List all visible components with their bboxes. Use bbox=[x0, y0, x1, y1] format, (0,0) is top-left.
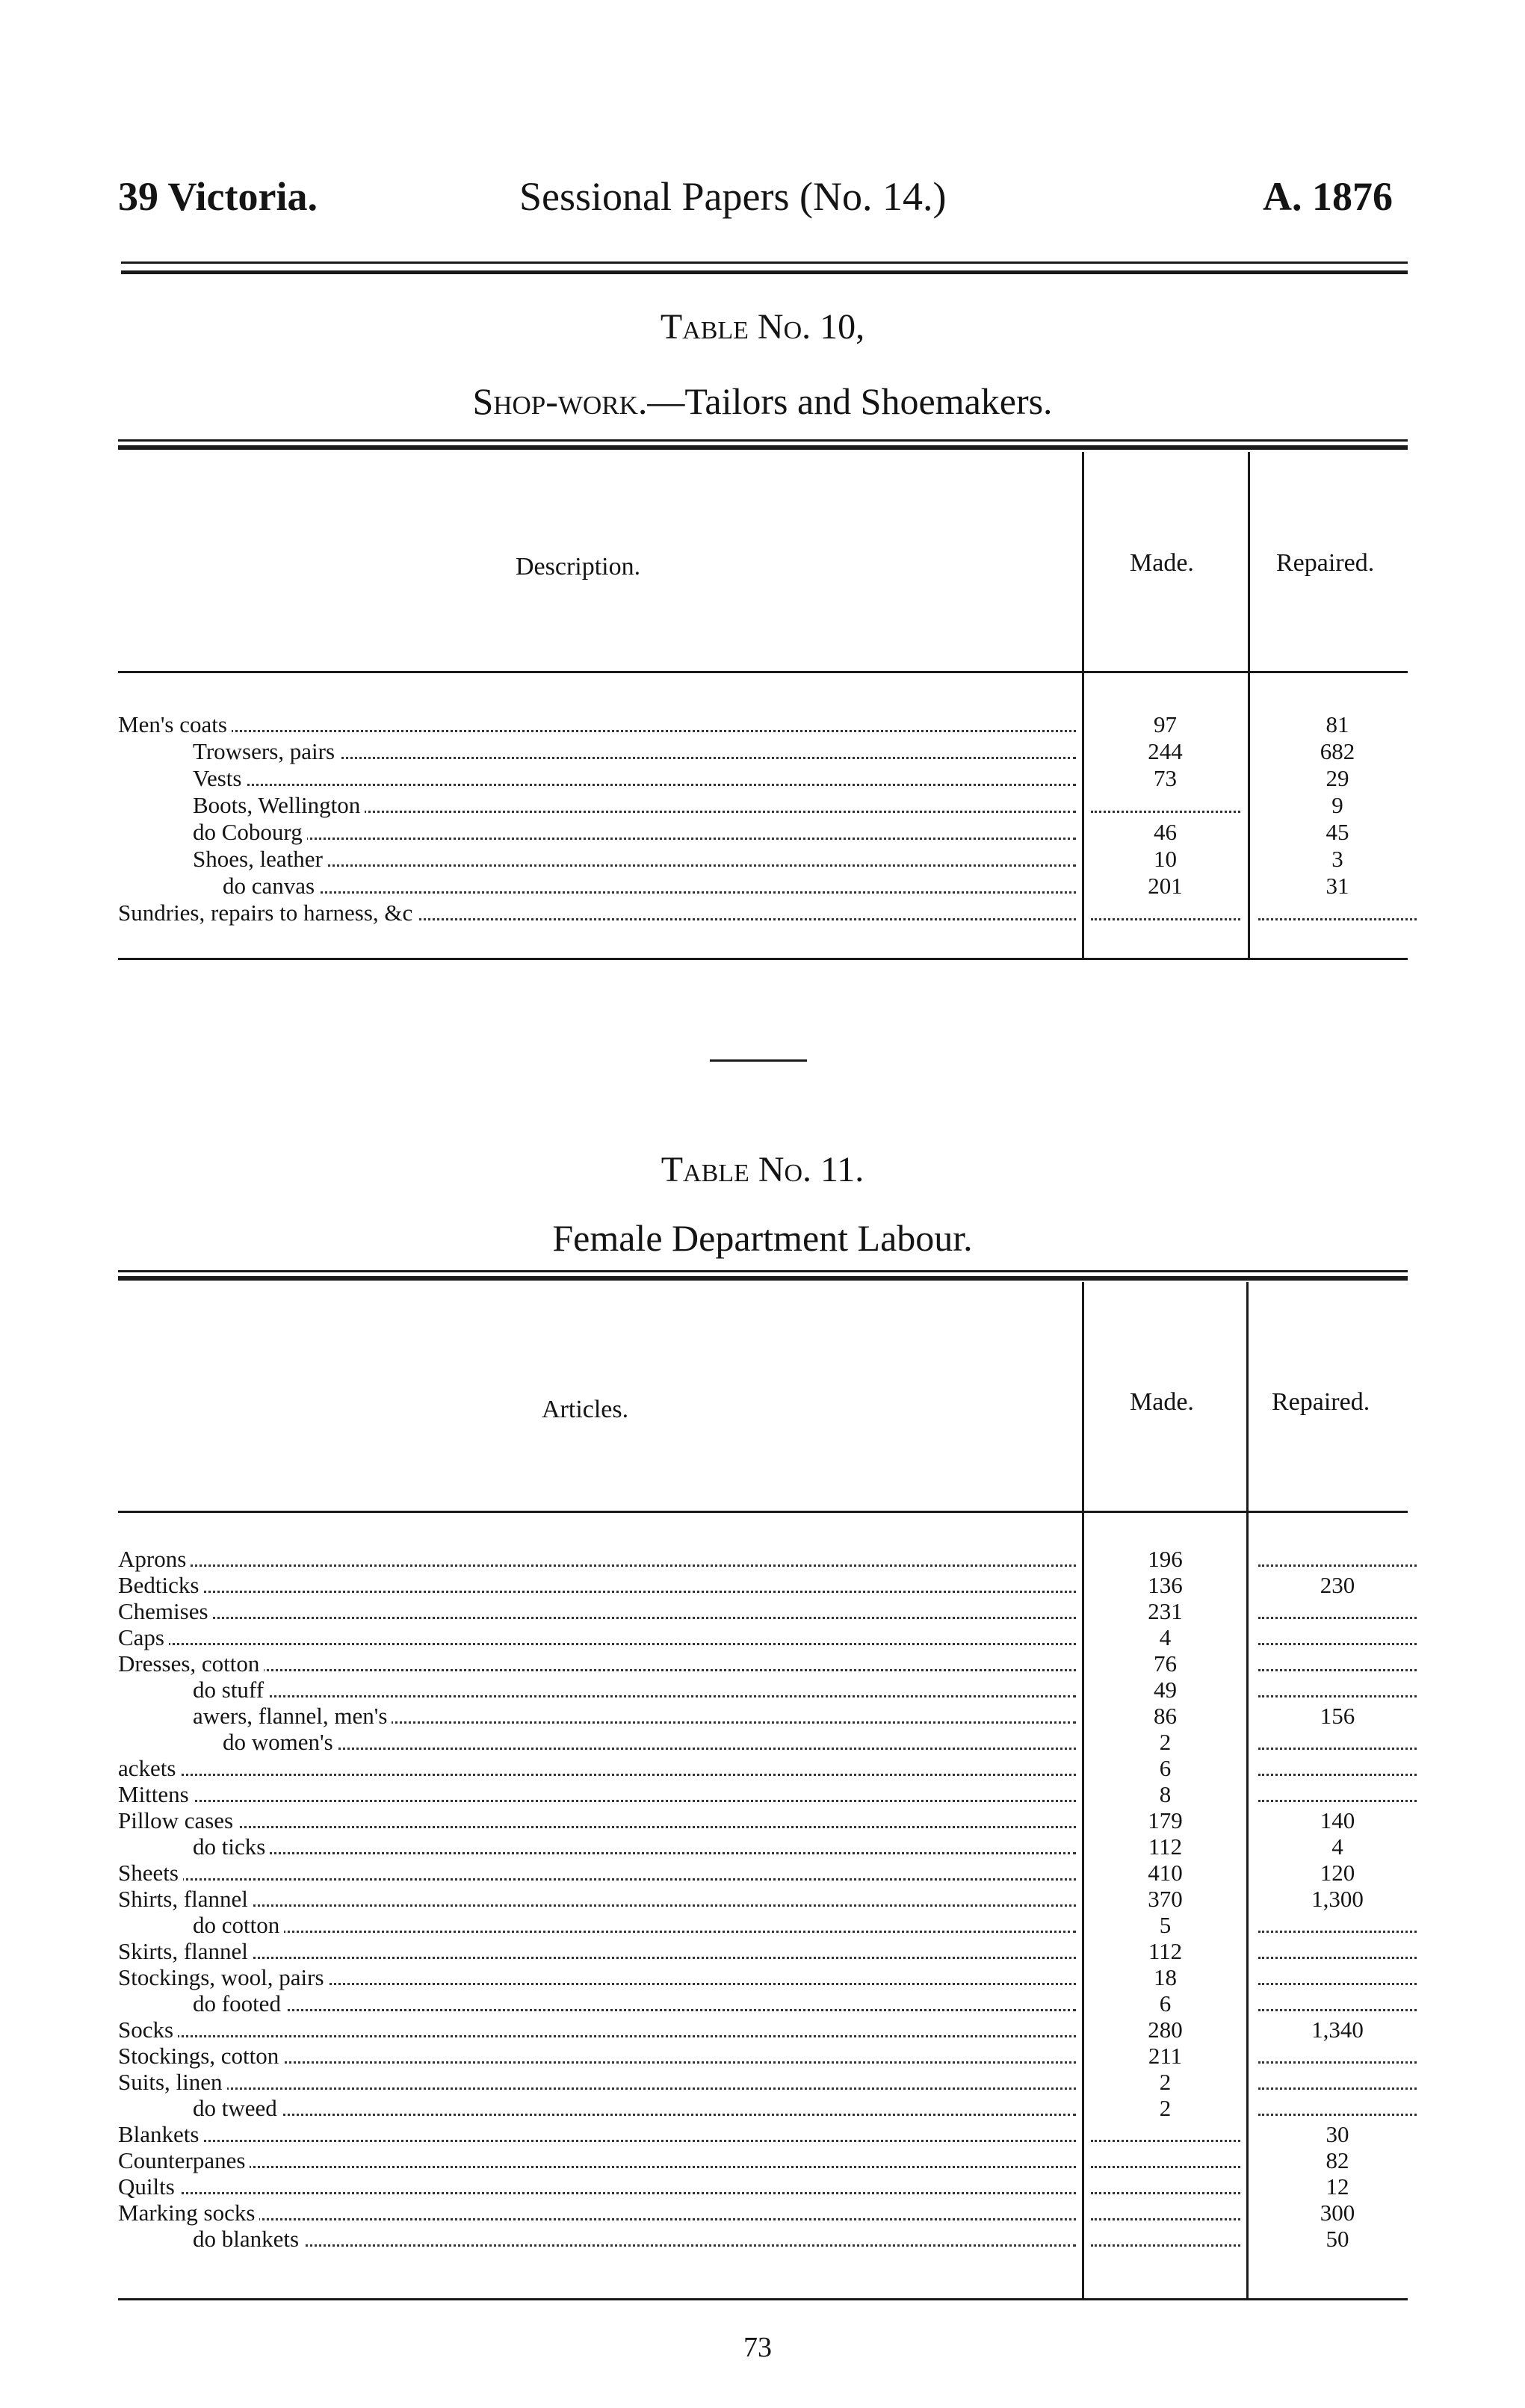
leader-dots bbox=[193, 838, 1076, 840]
table-row bbox=[0, 1782, 1525, 1807]
table11-col-made: Made. bbox=[1130, 1388, 1194, 1416]
row-repaired: 81 bbox=[1326, 711, 1349, 737]
table-row bbox=[0, 1860, 1525, 1886]
row-description: awers, flannel, men's bbox=[193, 1703, 392, 1729]
row-description: Socks bbox=[118, 2017, 178, 2043]
row-description: Boots, Wellington bbox=[193, 793, 365, 818]
table-row bbox=[0, 1703, 1525, 1729]
row-description: Suits, linen bbox=[118, 2070, 227, 2095]
table-row bbox=[0, 2200, 1525, 2226]
table-row bbox=[0, 2122, 1525, 2147]
table-row bbox=[0, 2096, 1525, 2121]
row-made-empty bbox=[1091, 918, 1240, 920]
table-row bbox=[0, 2148, 1525, 2173]
table10-top-rule-1 bbox=[118, 439, 1408, 442]
row-made: 76 bbox=[1154, 1650, 1177, 1677]
leader-dots bbox=[193, 1852, 1076, 1854]
row-made: 97 bbox=[1154, 711, 1177, 737]
leader-dots bbox=[118, 1904, 1076, 1907]
leader-dots bbox=[118, 1564, 1076, 1567]
leader-dots bbox=[118, 2087, 1076, 2090]
table-row bbox=[0, 2017, 1525, 2043]
table10-header-rule bbox=[118, 671, 1408, 673]
row-description: Caps bbox=[118, 1625, 169, 1650]
table-row bbox=[0, 712, 1525, 737]
row-repaired: 29 bbox=[1326, 765, 1349, 791]
row-repaired-empty bbox=[1258, 1983, 1417, 1985]
leader-dots bbox=[223, 1748, 1076, 1750]
table-row bbox=[0, 1834, 1525, 1860]
leader-dots bbox=[193, 1931, 1076, 1933]
row-description: do women's bbox=[223, 1730, 338, 1755]
row-repaired: 31 bbox=[1326, 873, 1349, 899]
leader-dots bbox=[118, 1643, 1076, 1645]
row-made-empty bbox=[1091, 811, 1240, 813]
row-description: ackets bbox=[118, 1756, 180, 1781]
row-repaired: 82 bbox=[1326, 2147, 1349, 2173]
row-made: 10 bbox=[1154, 846, 1177, 872]
row-made: 179 bbox=[1148, 1807, 1183, 1833]
leader-dots bbox=[193, 2114, 1076, 2116]
table-row bbox=[0, 1939, 1525, 1964]
row-repaired: 230 bbox=[1320, 1572, 1355, 1598]
row-repaired: 9 bbox=[1331, 792, 1343, 818]
row-made: 6 bbox=[1159, 1990, 1172, 2017]
row-made: 73 bbox=[1154, 765, 1177, 791]
table11-title: Female Department Labour. bbox=[552, 1217, 973, 1259]
row-repaired: 120 bbox=[1320, 1860, 1355, 1886]
table-row bbox=[0, 1913, 1525, 1938]
row-made: 370 bbox=[1148, 1886, 1183, 1912]
table11-number: Table No. 11. bbox=[661, 1150, 864, 1189]
row-repaired: 3 bbox=[1331, 846, 1343, 872]
table-row bbox=[0, 1625, 1525, 1650]
table11-bottom-rule bbox=[118, 2298, 1408, 2300]
header-center: Sessional Papers (No. 14.) bbox=[519, 174, 947, 219]
row-repaired-empty bbox=[1258, 1748, 1417, 1750]
row-repaired: 50 bbox=[1326, 2226, 1349, 2252]
row-made: 211 bbox=[1148, 2043, 1183, 2069]
row-repaired-empty bbox=[1258, 1774, 1417, 1776]
row-description: Skirts, flannel bbox=[118, 1939, 253, 1964]
leader-dots bbox=[118, 1957, 1076, 1959]
row-description: Quilts bbox=[118, 2174, 179, 2200]
leader-dots bbox=[118, 730, 1076, 732]
leader-dots bbox=[118, 1826, 1076, 1828]
table-row bbox=[0, 820, 1525, 845]
table10-title-smallcaps: Shop-work bbox=[472, 380, 638, 422]
table-row bbox=[0, 846, 1525, 872]
section-divider bbox=[710, 1059, 807, 1062]
row-repaired: 4 bbox=[1331, 1833, 1343, 1860]
row-made: 112 bbox=[1148, 1833, 1183, 1860]
row-description: Sheets bbox=[118, 1860, 183, 1886]
table11-top-rule-1 bbox=[118, 1270, 1408, 1272]
table-row bbox=[0, 2043, 1525, 2069]
row-repaired-empty bbox=[1258, 2061, 1417, 2064]
row-made: 201 bbox=[1148, 873, 1183, 899]
table10-top-rule-2 bbox=[118, 445, 1408, 450]
row-description: do ticks bbox=[193, 1834, 270, 1860]
row-made: 2 bbox=[1159, 2069, 1172, 2095]
row-description: do cotton bbox=[193, 1913, 284, 1938]
header-left: 39 Victoria. bbox=[118, 174, 318, 219]
leader-dots bbox=[118, 2035, 1076, 2037]
table-row bbox=[0, 900, 1525, 926]
leader-dots bbox=[118, 1774, 1076, 1776]
row-description: do blankets bbox=[193, 2226, 303, 2252]
row-made-empty bbox=[1091, 2166, 1240, 2168]
table-row bbox=[0, 793, 1525, 818]
row-repaired-empty bbox=[1258, 2087, 1417, 2090]
row-made-empty bbox=[1091, 2218, 1240, 2220]
table-row bbox=[0, 2070, 1525, 2095]
row-repaired-empty bbox=[1258, 2114, 1417, 2116]
header-right: A. 1876 bbox=[1263, 174, 1393, 219]
row-repaired-empty bbox=[1258, 1564, 1417, 1567]
table-row bbox=[0, 1808, 1525, 1833]
row-description: Bedticks bbox=[118, 1573, 204, 1598]
leader-dots bbox=[193, 784, 1076, 786]
row-repaired-empty bbox=[1258, 1800, 1417, 1802]
row-repaired-empty bbox=[1258, 1669, 1417, 1671]
leader-dots bbox=[223, 891, 1076, 894]
row-repaired: 12 bbox=[1326, 2173, 1349, 2200]
row-made: 5 bbox=[1159, 1912, 1172, 1938]
row-repaired: 300 bbox=[1320, 2200, 1355, 2226]
table-row bbox=[0, 1965, 1525, 1990]
row-made: 410 bbox=[1148, 1860, 1183, 1886]
table-row bbox=[0, 2174, 1525, 2200]
row-description: do canvas bbox=[223, 873, 319, 899]
table-row bbox=[0, 739, 1525, 764]
row-repaired: 1,300 bbox=[1311, 1886, 1364, 1912]
table10-col-made: Made. bbox=[1130, 549, 1194, 577]
row-description: Shirts, flannel bbox=[118, 1887, 253, 1912]
row-made-empty bbox=[1091, 2140, 1240, 2142]
table10-bottom-rule bbox=[118, 958, 1408, 960]
header-rule-top bbox=[121, 261, 1408, 264]
row-made: 280 bbox=[1148, 2017, 1183, 2043]
header-rule-bottom bbox=[121, 270, 1408, 274]
row-made: 244 bbox=[1148, 738, 1183, 764]
table10-title bbox=[0, 380, 1525, 423]
row-made: 46 bbox=[1154, 819, 1177, 845]
row-made: 2 bbox=[1159, 1729, 1172, 1755]
row-made: 18 bbox=[1154, 1964, 1177, 1990]
row-repaired-empty bbox=[1258, 1957, 1417, 1959]
row-repaired: 156 bbox=[1320, 1703, 1355, 1729]
row-description: Dresses, cotton bbox=[118, 1651, 264, 1677]
table10-col-repaired: Repaired. bbox=[1276, 549, 1375, 577]
row-description: do footed bbox=[193, 1991, 285, 2017]
leader-dots bbox=[118, 1617, 1076, 1619]
row-repaired: 30 bbox=[1326, 2121, 1349, 2147]
leader-dots bbox=[118, 1591, 1076, 1593]
leader-dots bbox=[118, 2166, 1076, 2168]
row-repaired-empty bbox=[1258, 1695, 1417, 1697]
row-made: 49 bbox=[1154, 1677, 1177, 1703]
table-row bbox=[0, 1677, 1525, 1703]
table-row bbox=[0, 1756, 1525, 1781]
row-made: 6 bbox=[1159, 1755, 1172, 1781]
table-row bbox=[0, 1573, 1525, 1598]
row-description: Marking socks bbox=[118, 2200, 259, 2226]
row-made: 136 bbox=[1148, 1572, 1183, 1598]
row-description: do Cobourg bbox=[193, 820, 307, 845]
row-made: 8 bbox=[1159, 1781, 1172, 1807]
row-repaired-empty bbox=[1258, 1643, 1417, 1645]
row-description: do tweed bbox=[193, 2096, 282, 2121]
row-repaired-empty bbox=[1258, 1617, 1417, 1619]
leader-dots bbox=[118, 2192, 1076, 2194]
table-row bbox=[0, 1599, 1525, 1624]
row-description: Chemises bbox=[118, 1599, 213, 1624]
row-made: 196 bbox=[1148, 1546, 1183, 1572]
table-row bbox=[0, 1887, 1525, 1912]
leader-dots bbox=[193, 2009, 1076, 2011]
leader-dots bbox=[193, 2244, 1076, 2247]
row-repaired-empty bbox=[1258, 1931, 1417, 1933]
table10-title-rest: .—Tailors and Shoemakers. bbox=[637, 380, 1053, 422]
leader-dots bbox=[193, 1695, 1076, 1697]
leader-dots bbox=[118, 1800, 1076, 1802]
row-made: 4 bbox=[1159, 1624, 1172, 1650]
row-made-empty bbox=[1091, 2244, 1240, 2247]
table-row bbox=[0, 1547, 1525, 1572]
leader-dots bbox=[118, 2218, 1076, 2220]
table10-number: Table No. 10, bbox=[660, 307, 865, 347]
table11-col-repaired: Repaired. bbox=[1272, 1388, 1370, 1416]
row-repaired: 682 bbox=[1320, 738, 1355, 764]
row-description: do stuff bbox=[193, 1677, 268, 1703]
table-row bbox=[0, 2226, 1525, 2252]
table-row bbox=[0, 1991, 1525, 2017]
row-description: Men's coats bbox=[118, 712, 232, 737]
table11-top-rule-2 bbox=[118, 1276, 1408, 1281]
table-row bbox=[0, 1651, 1525, 1677]
row-repaired-empty bbox=[1258, 2009, 1417, 2011]
row-description: Pillow cases bbox=[118, 1808, 238, 1833]
row-description: Sundries, repairs to harness, &c bbox=[118, 900, 417, 926]
row-made-empty bbox=[1091, 2192, 1240, 2194]
table-row bbox=[0, 766, 1525, 791]
row-made: 2 bbox=[1159, 2095, 1172, 2121]
page-number: 73 bbox=[743, 2332, 772, 2363]
row-description: Mittens bbox=[118, 1782, 194, 1807]
row-repaired-empty bbox=[1258, 918, 1417, 920]
leader-dots bbox=[118, 2140, 1076, 2142]
row-description: Shoes, leather bbox=[193, 846, 327, 872]
row-repaired: 45 bbox=[1326, 819, 1349, 845]
row-description: Counterpanes bbox=[118, 2148, 250, 2173]
row-made: 86 bbox=[1154, 1703, 1177, 1729]
row-made: 231 bbox=[1148, 1598, 1183, 1624]
table11-header-rule bbox=[118, 1511, 1408, 1513]
row-description: Blankets bbox=[118, 2122, 204, 2147]
row-description: Trowsers, pairs bbox=[193, 739, 339, 764]
row-description: Vests bbox=[193, 766, 246, 791]
table10-col-description: Description. bbox=[516, 553, 641, 581]
table-row bbox=[0, 873, 1525, 899]
row-description: Stockings, wool, pairs bbox=[118, 1965, 329, 1990]
leader-dots bbox=[118, 1878, 1076, 1881]
row-description: Stockings, cotton bbox=[118, 2043, 283, 2069]
row-repaired: 1,340 bbox=[1311, 2017, 1364, 2043]
row-made: 112 bbox=[1148, 1938, 1183, 1964]
row-repaired: 140 bbox=[1320, 1807, 1355, 1833]
table-row bbox=[0, 1730, 1525, 1755]
row-description: Aprons bbox=[118, 1547, 191, 1572]
table11-col-articles: Articles. bbox=[542, 1396, 629, 1423]
